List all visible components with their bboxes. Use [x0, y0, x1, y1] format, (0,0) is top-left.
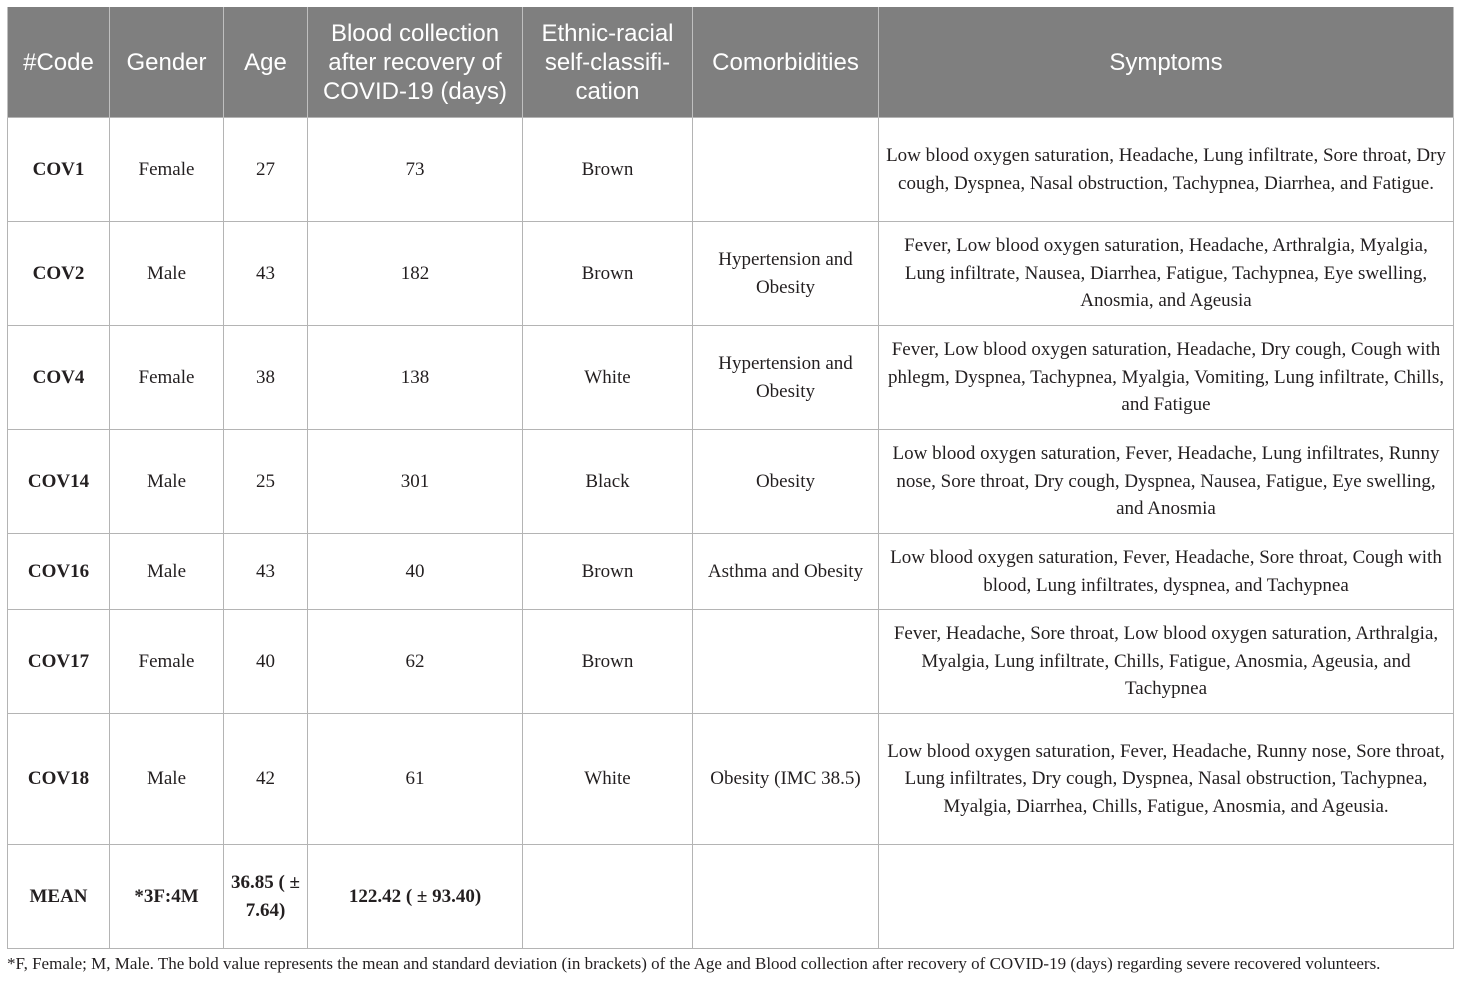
cell-gender: Male — [110, 430, 224, 534]
cell-gender: Male — [110, 222, 224, 326]
cell-ethnicity: White — [523, 326, 693, 430]
cell-gender: Female — [110, 118, 224, 222]
cell-comorbidities: Obesity — [693, 430, 879, 534]
cell-comorbidities: Asthma and Obesity — [693, 534, 879, 610]
cell-gender: Male — [110, 534, 224, 610]
cell-comorbidities — [693, 118, 879, 222]
cell-symptoms: Low blood oxygen saturation, Fever, Headache, Runny nose, Sore throat, Lung infiltrates, Dry cough, Dyspnea, Nasal obstruction, Tachypnea, Myalgia, Diarrhea, Chills, Fatigue, Anosmia, and Ageusia. — [879, 714, 1454, 845]
cell-symptoms: Low blood oxygen saturation, Fever, Headache, Sore throat, Cough with blood, Lung infiltrates, dyspnea, and Tachypnea — [879, 534, 1454, 610]
mean-comorbidities — [693, 845, 879, 949]
mean-days: 122.42 ( ± 93.40) — [308, 845, 523, 949]
mean-row — [8, 845, 1454, 949]
table-footnote: *F, Female; M, Male. The bold value represents the mean and standard deviation (in brackets) of the Age and Blood collection after recovery of COVID-19 (days) regarding severe recovered volunteers. — [7, 954, 1381, 973]
cell-age: 42 — [224, 714, 308, 845]
header-age: Age — [224, 7, 308, 118]
cell-ethnicity: Brown — [523, 610, 693, 714]
table-row — [8, 610, 1454, 714]
cell-gender: Male — [110, 714, 224, 845]
cell-age: 43 — [224, 534, 308, 610]
header-ethnic-racial: Ethnic-racial self-classifi-cation — [523, 7, 693, 118]
cell-ethnicity: Black — [523, 430, 693, 534]
cell-age: 27 — [224, 118, 308, 222]
header-blood-collection-days: Blood collection after recovery of COVID-19 (days) — [308, 7, 523, 118]
cell-age: 38 — [224, 326, 308, 430]
cell-code: COV4 — [8, 326, 110, 430]
cell-symptoms: Fever, Headache, Sore throat, Low blood oxygen saturation, Arthralgia, Myalgia, Lung infiltrate, Chills, Fatigue, Anosmia, Ageusia, and Tachypnea — [879, 610, 1454, 714]
cell-comorbidities: Obesity (IMC 38.5) — [693, 714, 879, 845]
cell-symptoms: Low blood oxygen saturation, Headache, Lung infiltrate, Sore throat, Dry cough, Dyspnea, Nasal obstruction, Tachypnea, Diarrhea, and Fatigue. — [879, 118, 1454, 222]
table-row — [8, 534, 1454, 610]
covid-volunteers-table — [7, 7, 1454, 949]
cell-comorbidities — [693, 610, 879, 714]
cell-code: COV18 — [8, 714, 110, 845]
cell-days: 73 — [308, 118, 523, 222]
cell-age: 25 — [224, 430, 308, 534]
cell-days: 40 — [308, 534, 523, 610]
cell-days: 138 — [308, 326, 523, 430]
cell-days: 182 — [308, 222, 523, 326]
table-row — [8, 714, 1454, 845]
header-comorbidities: Comorbidities — [693, 7, 879, 118]
cell-code: COV2 — [8, 222, 110, 326]
table-row — [8, 222, 1454, 326]
table-row — [8, 326, 1454, 430]
mean-ethnicity — [523, 845, 693, 949]
mean-label: MEAN — [8, 845, 110, 949]
table-row — [8, 118, 1454, 222]
cell-days: 61 — [308, 714, 523, 845]
cell-age: 40 — [224, 610, 308, 714]
cell-code: COV16 — [8, 534, 110, 610]
table-row — [8, 430, 1454, 534]
header-gender: Gender — [110, 7, 224, 118]
cell-days: 62 — [308, 610, 523, 714]
header-symptoms: Symptoms — [879, 7, 1454, 118]
mean-age: 36.85 ( ± 7.64) — [224, 845, 308, 949]
cell-code: COV14 — [8, 430, 110, 534]
cell-symptoms: Low blood oxygen saturation, Fever, Headache, Lung infiltrates, Runny nose, Sore throat, Dry cough, Dyspnea, Nausea, Fatigue, Eye swelling, and Anosmia — [879, 430, 1454, 534]
cell-code: COV17 — [8, 610, 110, 714]
cell-days: 301 — [308, 430, 523, 534]
header-row — [8, 7, 1454, 118]
cell-comorbidities: Hypertension and Obesity — [693, 326, 879, 430]
header-code: #Code — [8, 7, 110, 118]
mean-symptoms — [879, 845, 1454, 949]
cell-ethnicity: Brown — [523, 222, 693, 326]
cell-age: 43 — [224, 222, 308, 326]
cell-gender: Female — [110, 610, 224, 714]
cell-ethnicity: White — [523, 714, 693, 845]
cell-ethnicity: Brown — [523, 534, 693, 610]
table-container — [7, 7, 1453, 949]
cell-symptoms: Fever, Low blood oxygen saturation, Headache, Dry cough, Cough with phlegm, Dyspnea, Tachypnea, Myalgia, Vomiting, Lung infiltrate, Chills, and Fatigue — [879, 326, 1454, 430]
cell-code: COV1 — [8, 118, 110, 222]
mean-gender-ratio: *3F:4M — [110, 845, 224, 949]
cell-comorbidities: Hypertension and Obesity — [693, 222, 879, 326]
cell-ethnicity: Brown — [523, 118, 693, 222]
cell-symptoms: Fever, Low blood oxygen saturation, Headache, Arthralgia, Myalgia, Lung infiltrate, Nausea, Diarrhea, Fatigue, Tachypnea, Eye swelling, Anosmia, and Ageusia — [879, 222, 1454, 326]
cell-gender: Female — [110, 326, 224, 430]
